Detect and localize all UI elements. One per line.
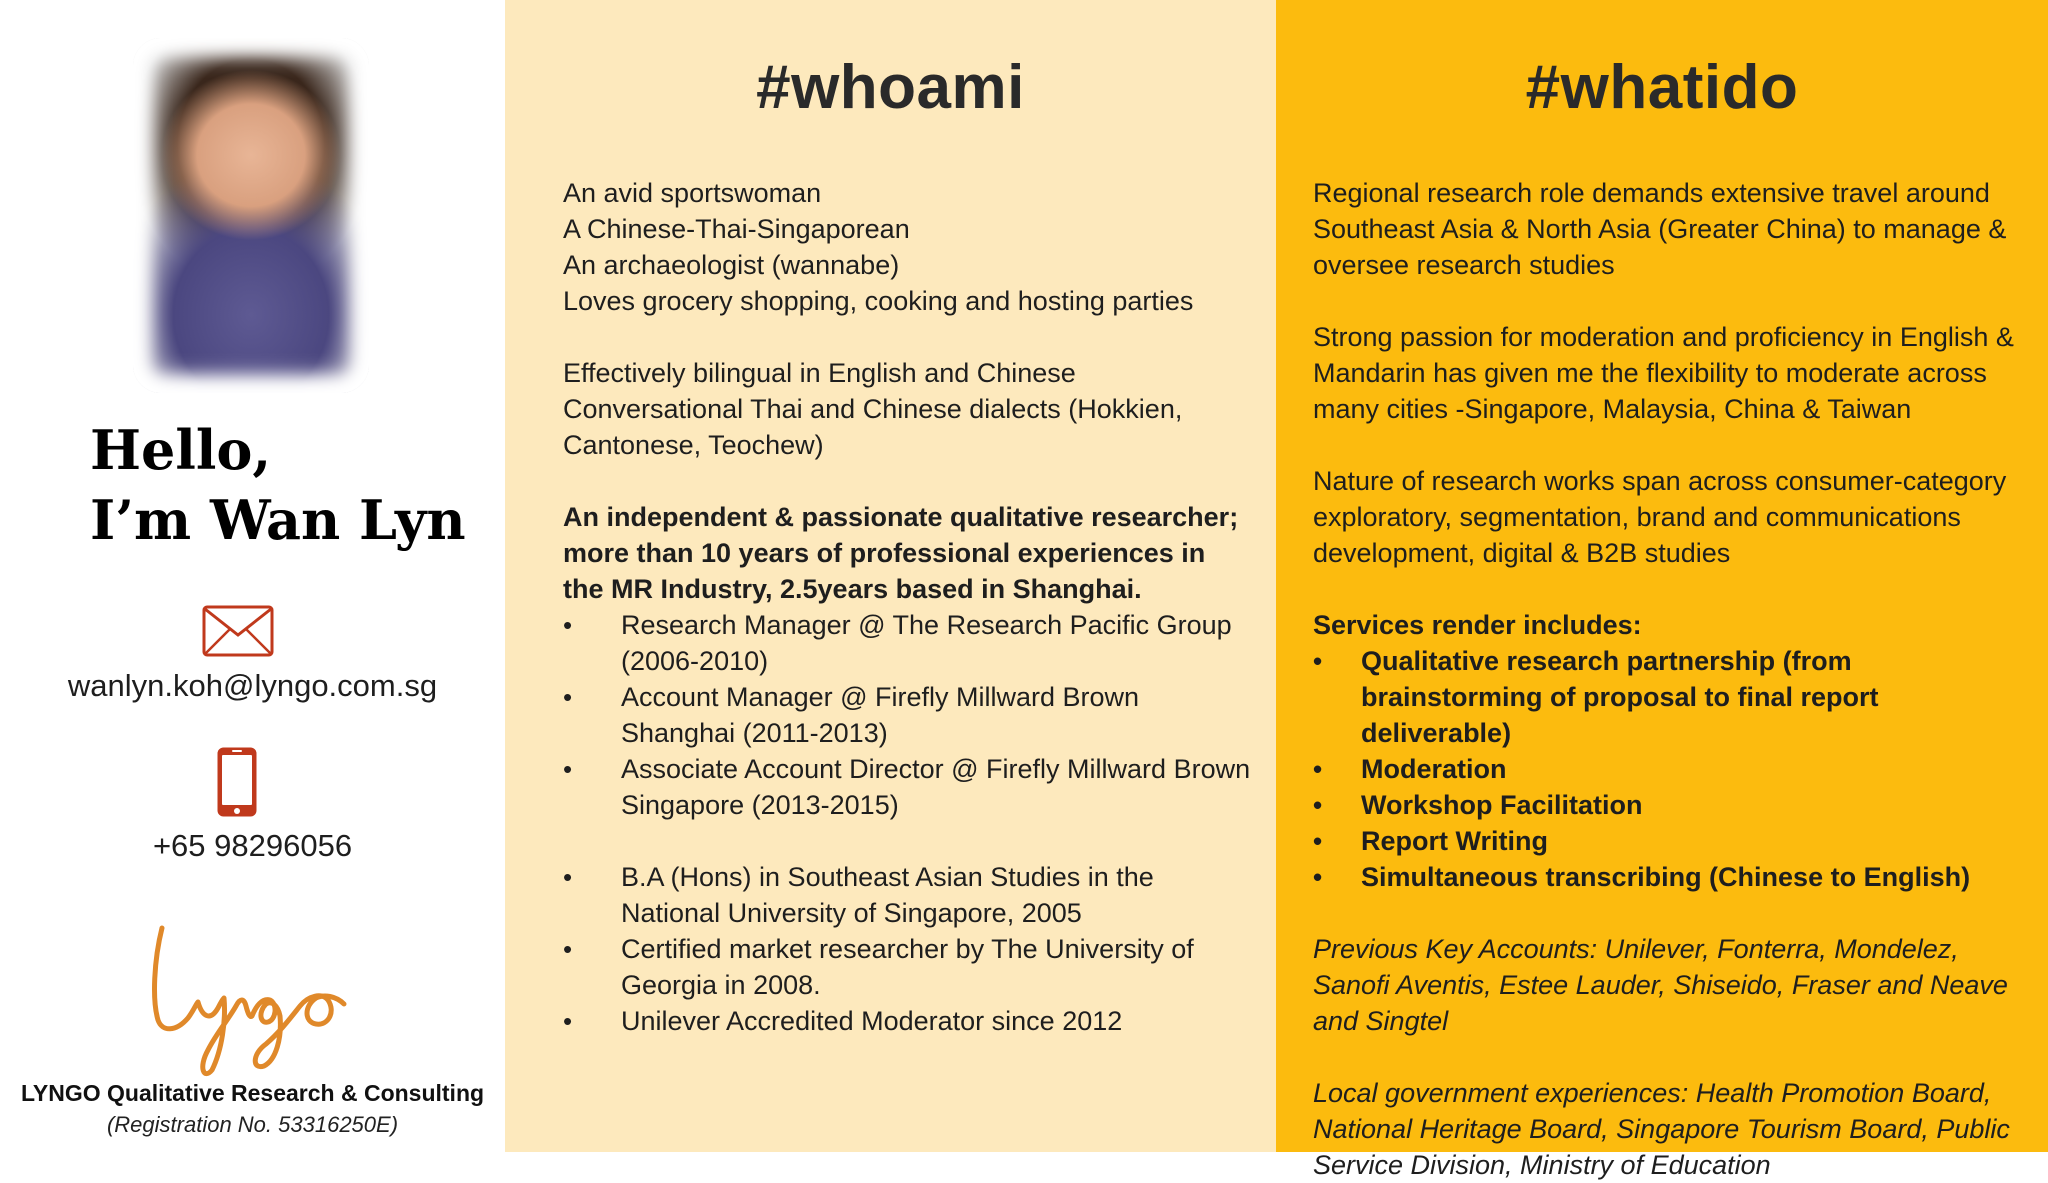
list-item: • Moderation xyxy=(1313,751,2033,787)
greeting-line-1: Hello, xyxy=(90,418,272,482)
list-item: • Unilever Accredited Moderator since 2012 xyxy=(563,1003,1253,1039)
whatido-content xyxy=(1313,175,2033,1183)
list-item: • Research Manager @ The Research Pacific Group (2006-2010) xyxy=(563,607,1253,679)
spacer xyxy=(563,823,1253,859)
intro-line: A Chinese-Thai-Singaporean xyxy=(563,214,910,244)
spacer xyxy=(1313,895,2033,931)
intro-line: An avid sportswoman xyxy=(563,178,822,208)
whatido-column xyxy=(1276,0,2048,1180)
list-item: • Certified market researcher by The University of Georgia in 2008. xyxy=(563,931,1253,1003)
list-item: • Associate Account Director @ Firefly Millward Brown Singapore (2013-2015) xyxy=(563,751,1253,823)
experience-list xyxy=(563,607,1253,823)
phone-icon xyxy=(216,746,258,818)
whoami-column xyxy=(505,0,1276,1152)
list-item: • Workshop Facilitation xyxy=(1313,787,2033,823)
services-title: Services render includes: xyxy=(1313,610,1642,640)
whatido-heading: #whatido xyxy=(1525,53,1799,122)
intro-line: An archaeologist (wannabe) xyxy=(563,250,900,280)
language-line: Effectively bilingual in English and Chinese xyxy=(563,358,1076,388)
list-item: • B.A (Hons) in Southeast Asian Studies in the National University of Singapore, 2005 xyxy=(563,859,1253,931)
whoami-content xyxy=(563,175,1253,1039)
languages-block xyxy=(563,355,1253,463)
whoami-heading: #whoami xyxy=(756,53,1025,122)
greeting-name: I’m Wan Lyn xyxy=(90,488,466,552)
key-accounts: Previous Key Accounts: Unilever, Fonterra, Mondelez, Sanofi Aventis, Estee Lauder, Shiseido, Fraser and Neave and Singtel xyxy=(1313,934,2008,1036)
moderation-paragraph: Strong passion for moderation and proficiency in English & Mandarin has given me the flexibility to moderate across many cities -Singapore, Malaysia, China & Taiwan xyxy=(1313,322,2014,424)
government-experience: Local government experiences: Health Promotion Board, National Heritage Board, Singapore Tourism Board, Public Service Division, Ministry of Education xyxy=(1313,1078,2010,1180)
education-list xyxy=(563,859,1253,1039)
registration-number: (Registration No. 53316250E) xyxy=(106,1112,399,1137)
list-item: • Qualitative research partnership (from brainstorming of proposal to final report deliverable) xyxy=(1313,643,2033,751)
list-item: • Simultaneous transcribing (Chinese to English) xyxy=(1313,859,2033,895)
greeting xyxy=(90,415,490,555)
company-name: LYNGO Qualitative Research & Consulting xyxy=(20,1080,485,1106)
intro-line: Loves grocery shopping, cooking and hosting parties xyxy=(563,286,1194,316)
list-item: • Report Writing xyxy=(1313,823,2033,859)
intro-block xyxy=(563,175,1253,319)
role-paragraph: Regional research role demands extensive travel around Southeast Asia & North Asia (Greater China) to manage & oversee research studies xyxy=(1313,178,2007,280)
services-list xyxy=(1313,643,2033,895)
research-scope-paragraph: Nature of research works span across consumer-category exploratory, segmentation, brand and communications development, digital & B2B studies xyxy=(1313,466,2007,568)
phone-number[interactable]: +65 98296056 xyxy=(152,828,353,863)
mail-icon xyxy=(202,605,274,657)
profile-photo xyxy=(133,38,369,393)
profile-column xyxy=(0,0,505,1152)
summary-text: An independent & passionate qualitative researcher; more than 10 years of professional experiences in the MR Industry, 2.5years based in Shanghai. xyxy=(563,502,1239,604)
lyngo-logo xyxy=(132,920,372,1080)
list-item: • Account Manager @ Firefly Millward Brown Shanghai (2011-2013) xyxy=(563,679,1253,751)
email-address[interactable]: wanlyn.koh@lyngo.com.sg xyxy=(67,668,438,703)
language-line: Conversational Thai and Chinese dialects (Hokkien, Cantonese, Teochew) xyxy=(563,394,1183,460)
